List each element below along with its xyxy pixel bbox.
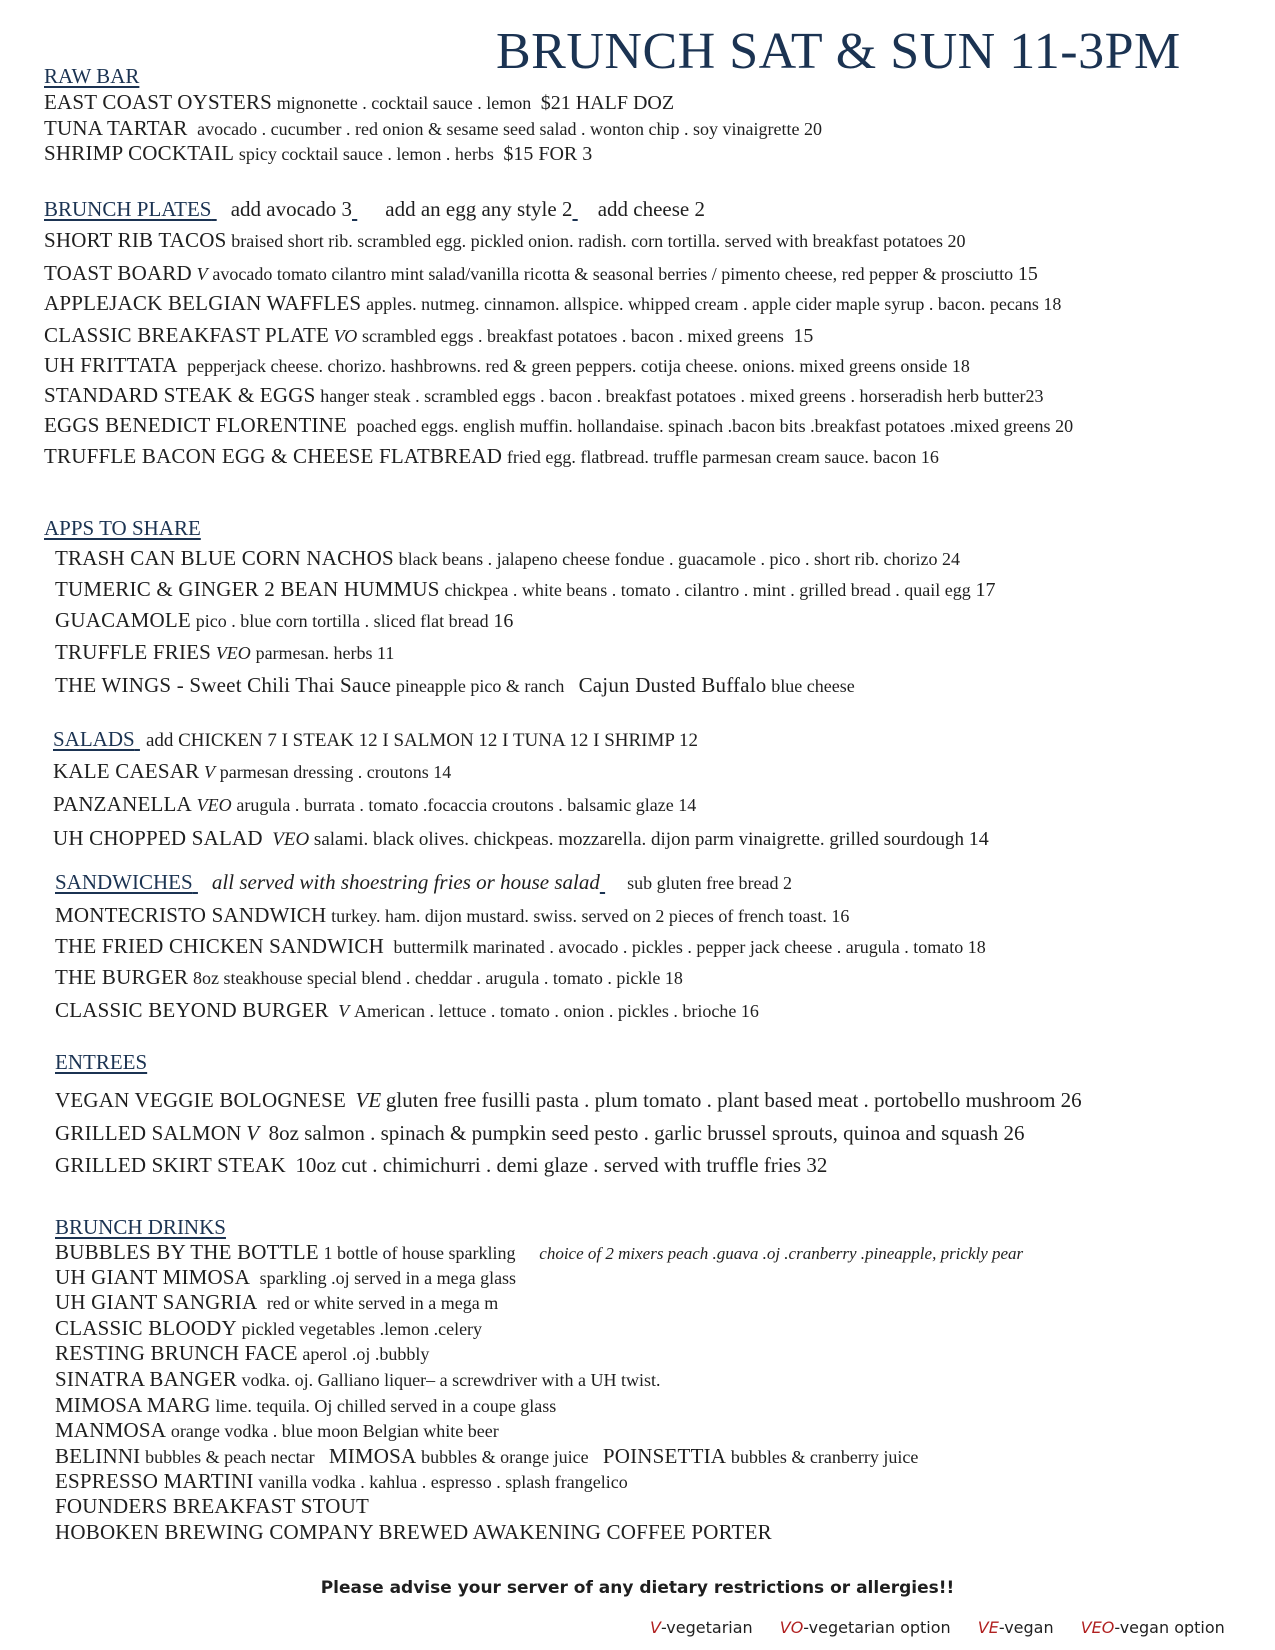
menu-item xyxy=(55,547,960,571)
addon-egg: add an egg any style 2 xyxy=(385,197,573,221)
item-desc: mignonette . cocktail sauce . lemon xyxy=(276,93,532,113)
item-name: KALE CAESAR xyxy=(53,759,200,783)
menu-item xyxy=(44,354,970,378)
brunch-plates-heading-label: BRUNCH PLATES xyxy=(44,197,212,221)
menu-item xyxy=(55,1122,1025,1146)
menu-item xyxy=(44,292,1061,316)
item-desc: avocado tomato cilantro mint salad/vanilla ricotta & seasonal berries / pimento cheese, red pepper & prosciutto xyxy=(212,264,1014,284)
item-price: $21 HALF DOZ xyxy=(540,92,675,114)
drink-item xyxy=(55,1445,918,1469)
item-mark: VEO xyxy=(272,829,310,850)
item-name: TRASH CAN BLUE CORN NACHOS xyxy=(55,546,394,570)
item-name: SHORT RIB TACOS xyxy=(44,228,227,252)
sandwiches-heading xyxy=(55,870,792,895)
item-name: CLASSIC BREAKFAST PLATE xyxy=(44,323,330,347)
dietary-legend xyxy=(650,1618,1247,1637)
item-desc: spicy cocktail sauce . lemon . herbs xyxy=(238,144,494,164)
item-desc: orange vodka . blue moon Belgian white beer xyxy=(170,1421,499,1441)
menu-item xyxy=(53,760,451,784)
item-mark: V xyxy=(338,1001,350,1021)
item-name: SINATRA BANGER xyxy=(55,1367,237,1391)
menu-item xyxy=(44,262,1038,286)
drink-item xyxy=(55,1241,1023,1265)
entrees-heading: ENTREES xyxy=(55,1050,148,1074)
item-name: PANZANELLA xyxy=(53,792,192,816)
item-desc: red or white served in a mega m xyxy=(266,1293,499,1313)
sandwiches-heading-label: SANDWICHES xyxy=(55,870,193,894)
menu-item xyxy=(44,384,1043,408)
item-desc: poached eggs. english muffin. hollandaise. spinach .bacon bits .breakfast potatoes .mixed greens 20 xyxy=(356,416,1074,436)
item-name: CLASSIC BEYOND BURGER xyxy=(55,998,329,1022)
item-desc: fried egg. flatbread. truffle parmesan cream sauce. bacon 16 xyxy=(506,447,939,467)
menu-item xyxy=(55,935,986,959)
item-mark: V xyxy=(246,1121,260,1145)
addon-avocado: add avocado 3 xyxy=(230,197,352,221)
menu-item xyxy=(55,1154,827,1178)
item-name: MANMOSA xyxy=(55,1418,167,1442)
item-name: STANDARD STEAK & EGGS xyxy=(44,383,316,407)
allergy-notice: Please advise your server of any dietary restrictions or allergies!! xyxy=(320,1578,955,1598)
item-mark: VEO xyxy=(215,643,251,663)
drink-item xyxy=(55,1368,661,1392)
item-desc: bubbles & peach nectar xyxy=(145,1447,315,1467)
item-name: ESPRESSO MARTINI xyxy=(55,1469,254,1493)
item-price: 15 xyxy=(793,325,814,347)
item-desc: braised short rib. scrambled egg. pickled onion. radish. corn tortilla. served with breakfast potatoes 20 xyxy=(231,231,966,251)
salads-heading-label: SALADS xyxy=(53,727,135,751)
item-price: $15 FOR 3 xyxy=(503,143,593,165)
item-name: FOUNDERS BREAKFAST STOUT xyxy=(55,1494,370,1518)
item-mark: VEO xyxy=(196,795,232,815)
item-desc-3: bubbles & cranberry juice xyxy=(730,1447,919,1467)
legend-vegan-option: VEO-vegan option xyxy=(1080,1618,1225,1637)
item-desc-2: blue cheese xyxy=(771,676,855,696)
item-name: APPLEJACK BELGIAN WAFFLES xyxy=(44,291,362,315)
item-name: TUMERIC & GINGER 2 BEAN HUMMUS xyxy=(55,577,440,601)
item-name-3: POINSETTIA xyxy=(602,1444,727,1468)
item-desc: buttermilk marinated . avocado . pickles . pepper jack cheese . arugula . tomato 18 xyxy=(393,937,986,957)
menu-item xyxy=(44,117,822,141)
item-price: 15 xyxy=(1017,263,1038,285)
item-desc: salami. black olives. chickpeas. mozzarella. dijon parm vinaigrette. grilled sourdough xyxy=(313,829,964,850)
item-name: EAST COAST OYSTERS xyxy=(44,90,273,114)
item-name: TRUFFLE BACON EGG & CHEESE FLATBREAD xyxy=(44,444,503,468)
item-desc: black beans . jalapeno cheese fondue . guacamole . pico . short rib. chorizo 24 xyxy=(398,549,960,569)
item-desc: arugula . burrata . tomato .focaccia croutons . balsamic glaze 14 xyxy=(236,795,697,815)
item-mark: VE xyxy=(355,1088,382,1112)
salads-heading xyxy=(53,727,698,752)
menu-item xyxy=(55,1089,1082,1113)
drink-item xyxy=(55,1419,499,1443)
drink-item xyxy=(55,1291,498,1315)
item-name: HOBOKEN BREWING COMPANY BREWED AWAKENING COFFEE PORTER xyxy=(55,1520,772,1544)
item-desc: lime. tequila. Oj chilled served in a coupe glass xyxy=(215,1396,557,1416)
item-desc: 10oz cut . chimichurri . demi glaze . served with truffle fries 32 xyxy=(295,1153,828,1177)
item-desc: 8oz steakhouse special blend . cheddar . arugula . tomato . pickle 18 xyxy=(193,968,683,988)
apps-heading: APPS TO SHARE xyxy=(44,516,201,540)
item-desc: avocado . cucumber . red onion & sesame seed salad . wonton chip . soy vinaigrette 20 xyxy=(197,119,822,139)
item-name: RESTING BRUNCH FACE xyxy=(55,1341,298,1365)
drink-item xyxy=(55,1317,482,1341)
menu-item xyxy=(55,609,513,633)
item-desc: vodka. oj. Galliano liquer– a screwdriver with a UH twist. xyxy=(241,1370,661,1390)
item-desc: turkey. ham. dijon mustard. swiss. served on 2 pieces of french toast. 16 xyxy=(331,906,850,926)
drink-item xyxy=(55,1521,772,1545)
item-price: 14 xyxy=(968,828,989,850)
menu-item xyxy=(44,91,674,115)
item-name: SHRIMP COCKTAIL xyxy=(44,141,235,165)
legend-vegetarian: V-vegetarian xyxy=(650,1618,753,1637)
item-name: EGGS BENEDICT FLORENTINE xyxy=(44,413,348,437)
item-desc: pineapple pico & ranch xyxy=(395,676,565,696)
menu-item xyxy=(44,445,939,469)
drink-item xyxy=(55,1495,369,1519)
item-desc: sparkling .oj served in a mega glass xyxy=(259,1268,517,1288)
drink-item xyxy=(55,1266,516,1290)
raw-bar-heading: RAW BAR xyxy=(44,64,140,88)
legend-vegetarian-option: VO-vegetarian option xyxy=(779,1618,951,1637)
menu-item xyxy=(44,142,592,166)
item-name: GUACAMOLE xyxy=(55,608,191,632)
item-name: UH FRITTATA xyxy=(44,353,178,377)
item-name: TUNA TARTAR xyxy=(44,116,188,140)
item-name: THE WINGS - Sweet Chili Thai Sauce xyxy=(55,673,392,697)
item-price: 17 xyxy=(975,579,996,601)
item-desc: American . lettuce . tomato . onion . pickles . brioche 16 xyxy=(353,1001,759,1021)
item-name: THE BURGER xyxy=(55,965,189,989)
item-name: BUBBLES BY THE BOTTLE xyxy=(55,1240,319,1264)
item-desc: pepperjack cheese. chorizo. hashbrowns. red & green peppers. cotija cheese. onions. mixed greens onside 18 xyxy=(187,356,970,376)
item-desc: hanger steak . scrambled eggs . bacon . breakfast potatoes . mixed greens . horseradish herb butter23 xyxy=(320,386,1044,406)
addon-cheese: add cheese 2 xyxy=(597,197,705,221)
menu-item xyxy=(53,827,989,851)
item-desc: 8oz salmon . spinach & pumpkin seed pesto . garlic brussel sprouts, quinoa and squash 26 xyxy=(268,1121,1025,1145)
item-desc: vanilla vodka . kahlua . espresso . splash frangelico xyxy=(258,1472,628,1492)
item-desc-2: bubbles & orange juice xyxy=(421,1447,589,1467)
item-name-2: MIMOSA xyxy=(328,1444,417,1468)
item-name: MONTECRISTO SANDWICH xyxy=(55,903,327,927)
item-name-2: Cajun Dusted Buffalo xyxy=(578,673,767,697)
menu-item xyxy=(55,578,995,602)
menu-item xyxy=(55,674,855,698)
menu-item xyxy=(44,229,966,253)
item-desc: parmesan. herbs 11 xyxy=(255,643,395,663)
menu-item xyxy=(53,793,696,817)
sandwiches-note: all served with shoestring fries or house salad xyxy=(211,870,600,894)
item-name: CLASSIC BLOODY xyxy=(55,1316,237,1340)
salads-addons: add CHICKEN 7 I STEAK 12 I SALMON 12 I TUNA 12 I SHRIMP 12 xyxy=(145,730,698,751)
item-mark: V xyxy=(204,762,216,782)
sandwiches-sub: sub gluten free bread 2 xyxy=(627,873,793,893)
item-desc: parmesan dressing . croutons 14 xyxy=(219,762,452,782)
menu-title: BRUNCH SAT & SUN 11-3PM xyxy=(496,23,1181,80)
item-desc: apples. nutmeg. cinnamon. allspice. whipped cream . apple cider maple syrup . bacon. pecans 18 xyxy=(366,294,1062,314)
menu-item xyxy=(55,966,683,990)
item-name: UH CHOPPED SALAD xyxy=(53,826,263,850)
item-desc: pico . blue corn tortilla . sliced flat bread xyxy=(195,611,489,631)
item-name: THE FRIED CHICKEN SANDWICH xyxy=(55,934,384,958)
drinks-heading: BRUNCH DRINKS xyxy=(55,1215,226,1239)
item-name: UH GIANT MIMOSA xyxy=(55,1265,251,1289)
menu-item xyxy=(44,324,813,348)
drink-item xyxy=(55,1394,556,1418)
item-desc: 1 bottle of house sparkling xyxy=(323,1243,516,1263)
item-name: MIMOSA MARG xyxy=(55,1393,211,1417)
item-name: TRUFFLE FRIES xyxy=(55,640,212,664)
item-desc: gluten free fusilli pasta . plum tomato . plant based meat . portobello mushroom 26 xyxy=(385,1088,1082,1112)
item-desc: scrambled eggs . breakfast potatoes . bacon . mixed greens xyxy=(362,326,784,346)
menu-item xyxy=(55,904,849,928)
legend-vegan: VE-vegan xyxy=(977,1618,1054,1637)
item-desc: pickled vegetables .lemon .celery xyxy=(241,1319,483,1339)
item-name: GRILLED SALMON xyxy=(55,1121,242,1145)
item-price: 16 xyxy=(493,610,514,632)
item-name: GRILLED SKIRT STEAK xyxy=(55,1153,286,1177)
drink-item xyxy=(55,1470,628,1494)
item-name: BELINNI xyxy=(55,1444,141,1468)
menu-item xyxy=(44,414,1073,438)
menu-item xyxy=(55,641,394,665)
item-name: TOAST BOARD xyxy=(44,261,192,285)
item-name: UH GIANT SANGRIA xyxy=(55,1290,258,1314)
drink-item xyxy=(55,1342,429,1366)
item-name: VEGAN VEGGIE BOLOGNESE xyxy=(55,1088,346,1112)
menu-item xyxy=(55,999,759,1023)
item-mark: VO xyxy=(333,326,358,346)
item-desc: aperol .oj .bubbly xyxy=(302,1344,430,1364)
item-mark: V xyxy=(196,264,208,284)
item-desc: chickpea . white beans . tomato . cilantro . mint . grilled bread . quail egg xyxy=(444,580,971,600)
item-note: choice of 2 mixers peach .guava .oj .cranberry .pineapple, prickly pear xyxy=(539,1244,1024,1263)
brunch-plates-heading xyxy=(44,197,705,222)
